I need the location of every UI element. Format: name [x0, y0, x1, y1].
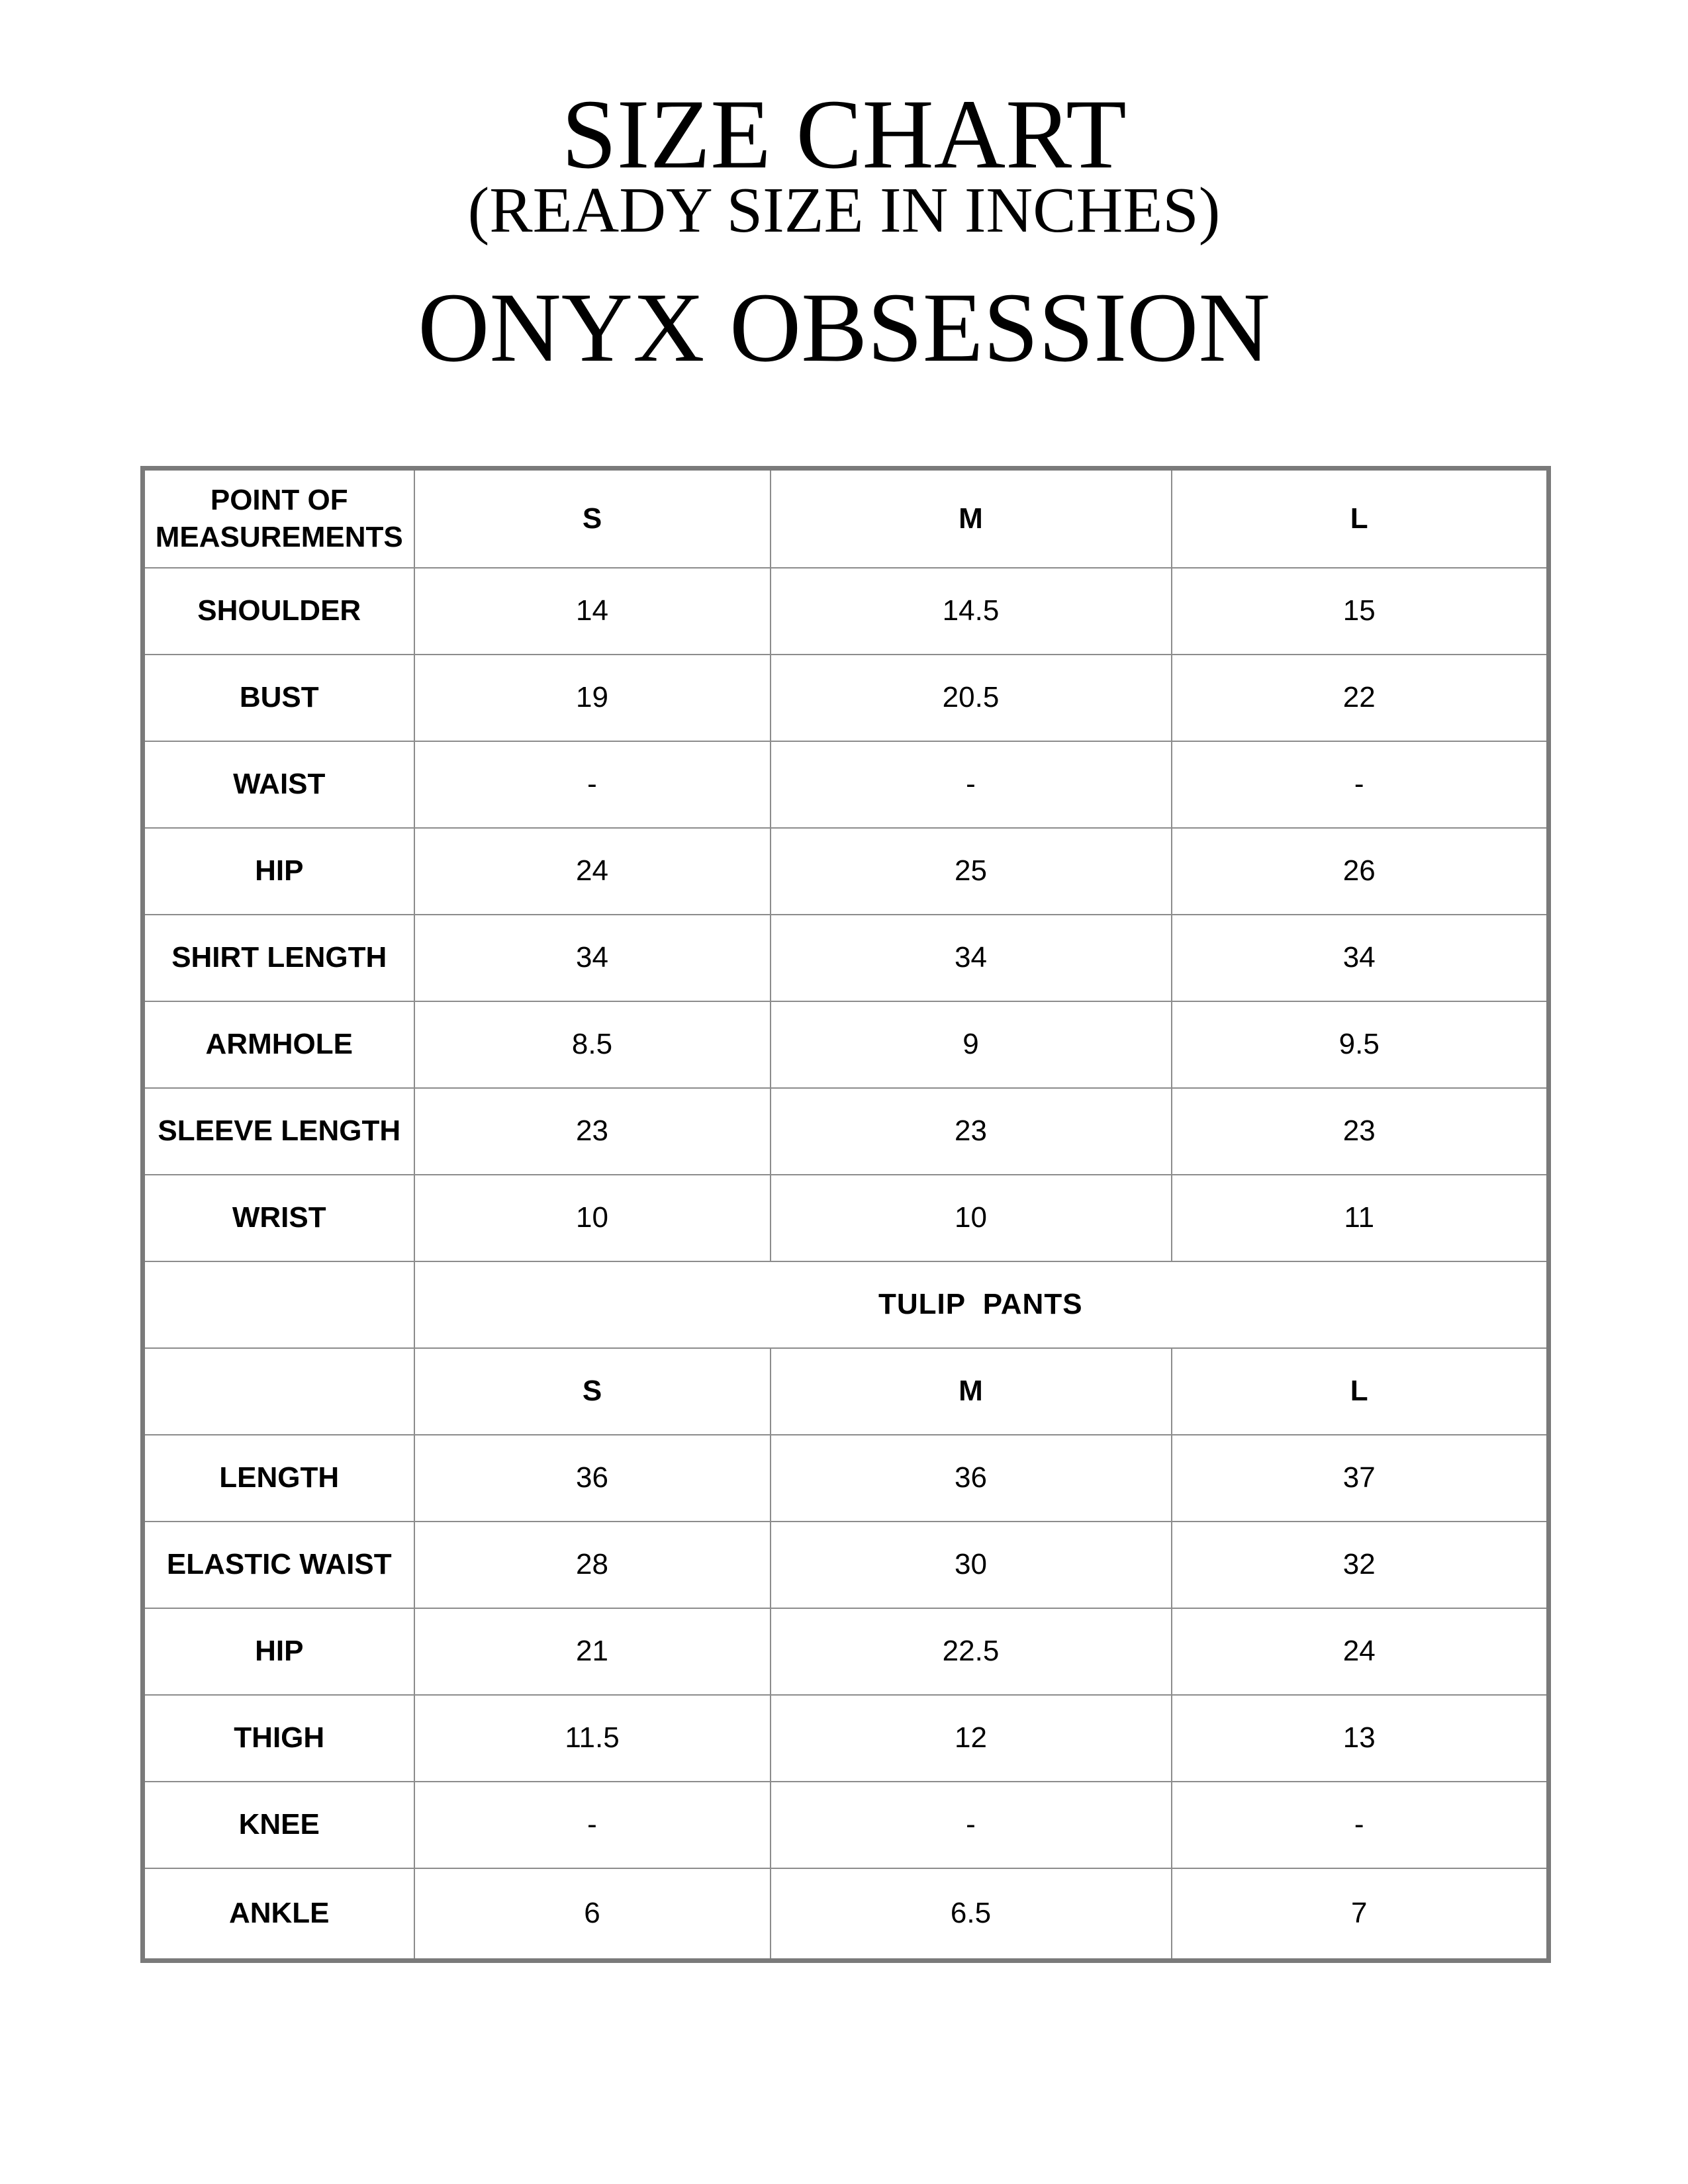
- cell-l: 13: [1172, 1695, 1549, 1782]
- cell-m: 10: [771, 1175, 1172, 1261]
- cell-m: 30: [771, 1522, 1172, 1608]
- cell-s: -: [414, 1782, 771, 1868]
- cell-l: 9.5: [1172, 1001, 1549, 1088]
- size-header-l: L: [1172, 469, 1549, 568]
- cell-s: 8.5: [414, 1001, 771, 1088]
- cell-s: 6: [414, 1868, 771, 1961]
- table-row: [143, 1175, 1549, 1261]
- row-label: KNEE: [143, 1782, 414, 1868]
- cell-s: 23: [414, 1088, 771, 1175]
- cell-m: 12: [771, 1695, 1172, 1782]
- pants-size-header-s: S: [414, 1348, 771, 1435]
- cell-l: 26: [1172, 828, 1549, 915]
- row-label: BUST: [143, 655, 414, 741]
- row-label: ARMHOLE: [143, 1001, 414, 1088]
- size-chart-table: [140, 466, 1551, 1963]
- cell-m: 14.5: [771, 568, 1172, 655]
- table-row: [143, 1782, 1549, 1868]
- pants-size-header-row: [143, 1348, 1549, 1435]
- table-row: [143, 1435, 1549, 1522]
- row-label: SHOULDER: [143, 568, 414, 655]
- cell-s: 19: [414, 655, 771, 741]
- cell-l: 11: [1172, 1175, 1549, 1261]
- row-label: ANKLE: [143, 1868, 414, 1961]
- row-label: WRIST: [143, 1175, 414, 1261]
- cell-l: 34: [1172, 915, 1549, 1001]
- row-label: THIGH: [143, 1695, 414, 1782]
- cell-s: 36: [414, 1435, 771, 1522]
- empty-cell: [143, 1348, 414, 1435]
- cell-s: 10: [414, 1175, 771, 1261]
- cell-m: 25: [771, 828, 1172, 915]
- cell-s: 28: [414, 1522, 771, 1608]
- cell-m: 20.5: [771, 655, 1172, 741]
- cell-m: 6.5: [771, 1868, 1172, 1961]
- table-row: [143, 828, 1549, 915]
- cell-s: 11.5: [414, 1695, 771, 1782]
- row-label: HIP: [143, 828, 414, 915]
- cell-m: 36: [771, 1435, 1172, 1522]
- pants-size-header-l: L: [1172, 1348, 1549, 1435]
- row-label: HIP: [143, 1608, 414, 1695]
- cell-m: 9: [771, 1001, 1172, 1088]
- cell-l: 32: [1172, 1522, 1549, 1608]
- cell-m: -: [771, 741, 1172, 828]
- page-title: SIZE CHART: [561, 79, 1127, 189]
- point-of-measurements-header: POINT OF MEASUREMENTS: [143, 469, 414, 568]
- pants-section-row: [143, 1261, 1549, 1348]
- cell-l: 7: [1172, 1868, 1549, 1961]
- cell-l: 23: [1172, 1088, 1549, 1175]
- row-label: LENGTH: [143, 1435, 414, 1522]
- cell-l: -: [1172, 1782, 1549, 1868]
- table-row: [143, 655, 1549, 741]
- pants-size-header-m: M: [771, 1348, 1172, 1435]
- cell-s: 14: [414, 568, 771, 655]
- cell-m: 22.5: [771, 1608, 1172, 1695]
- cell-l: 24: [1172, 1608, 1549, 1695]
- cell-s: 24: [414, 828, 771, 915]
- cell-l: 15: [1172, 568, 1549, 655]
- table-row: [143, 1001, 1549, 1088]
- cell-m: -: [771, 1782, 1172, 1868]
- cell-m: 23: [771, 1088, 1172, 1175]
- empty-cell: [143, 1261, 414, 1348]
- table-row: [143, 1608, 1549, 1695]
- size-header-s: S: [414, 469, 771, 568]
- table-row: [143, 1695, 1549, 1782]
- row-label: ELASTIC WAIST: [143, 1522, 414, 1608]
- table-row: [143, 915, 1549, 1001]
- row-label: SLEEVE LENGTH: [143, 1088, 414, 1175]
- table-row: [143, 568, 1549, 655]
- table-header-row: [143, 469, 1549, 568]
- table-row: [143, 1088, 1549, 1175]
- cell-l: -: [1172, 741, 1549, 828]
- cell-s: 34: [414, 915, 771, 1001]
- cell-s: -: [414, 741, 771, 828]
- cell-m: 34: [771, 915, 1172, 1001]
- table-row: [143, 1522, 1549, 1608]
- table-row: [143, 741, 1549, 828]
- cell-l: 22: [1172, 655, 1549, 741]
- row-label: SHIRT LENGTH: [143, 915, 414, 1001]
- cell-l: 37: [1172, 1435, 1549, 1522]
- row-label: WAIST: [143, 741, 414, 828]
- page-subtitle: (READY SIZE IN INCHES): [467, 175, 1221, 246]
- pants-section-title: TULIP PANTS: [414, 1261, 1549, 1348]
- product-name: ONYX OBSESSION: [418, 273, 1270, 383]
- table-row: [143, 1868, 1549, 1961]
- size-header-m: M: [771, 469, 1172, 568]
- cell-s: 21: [414, 1608, 771, 1695]
